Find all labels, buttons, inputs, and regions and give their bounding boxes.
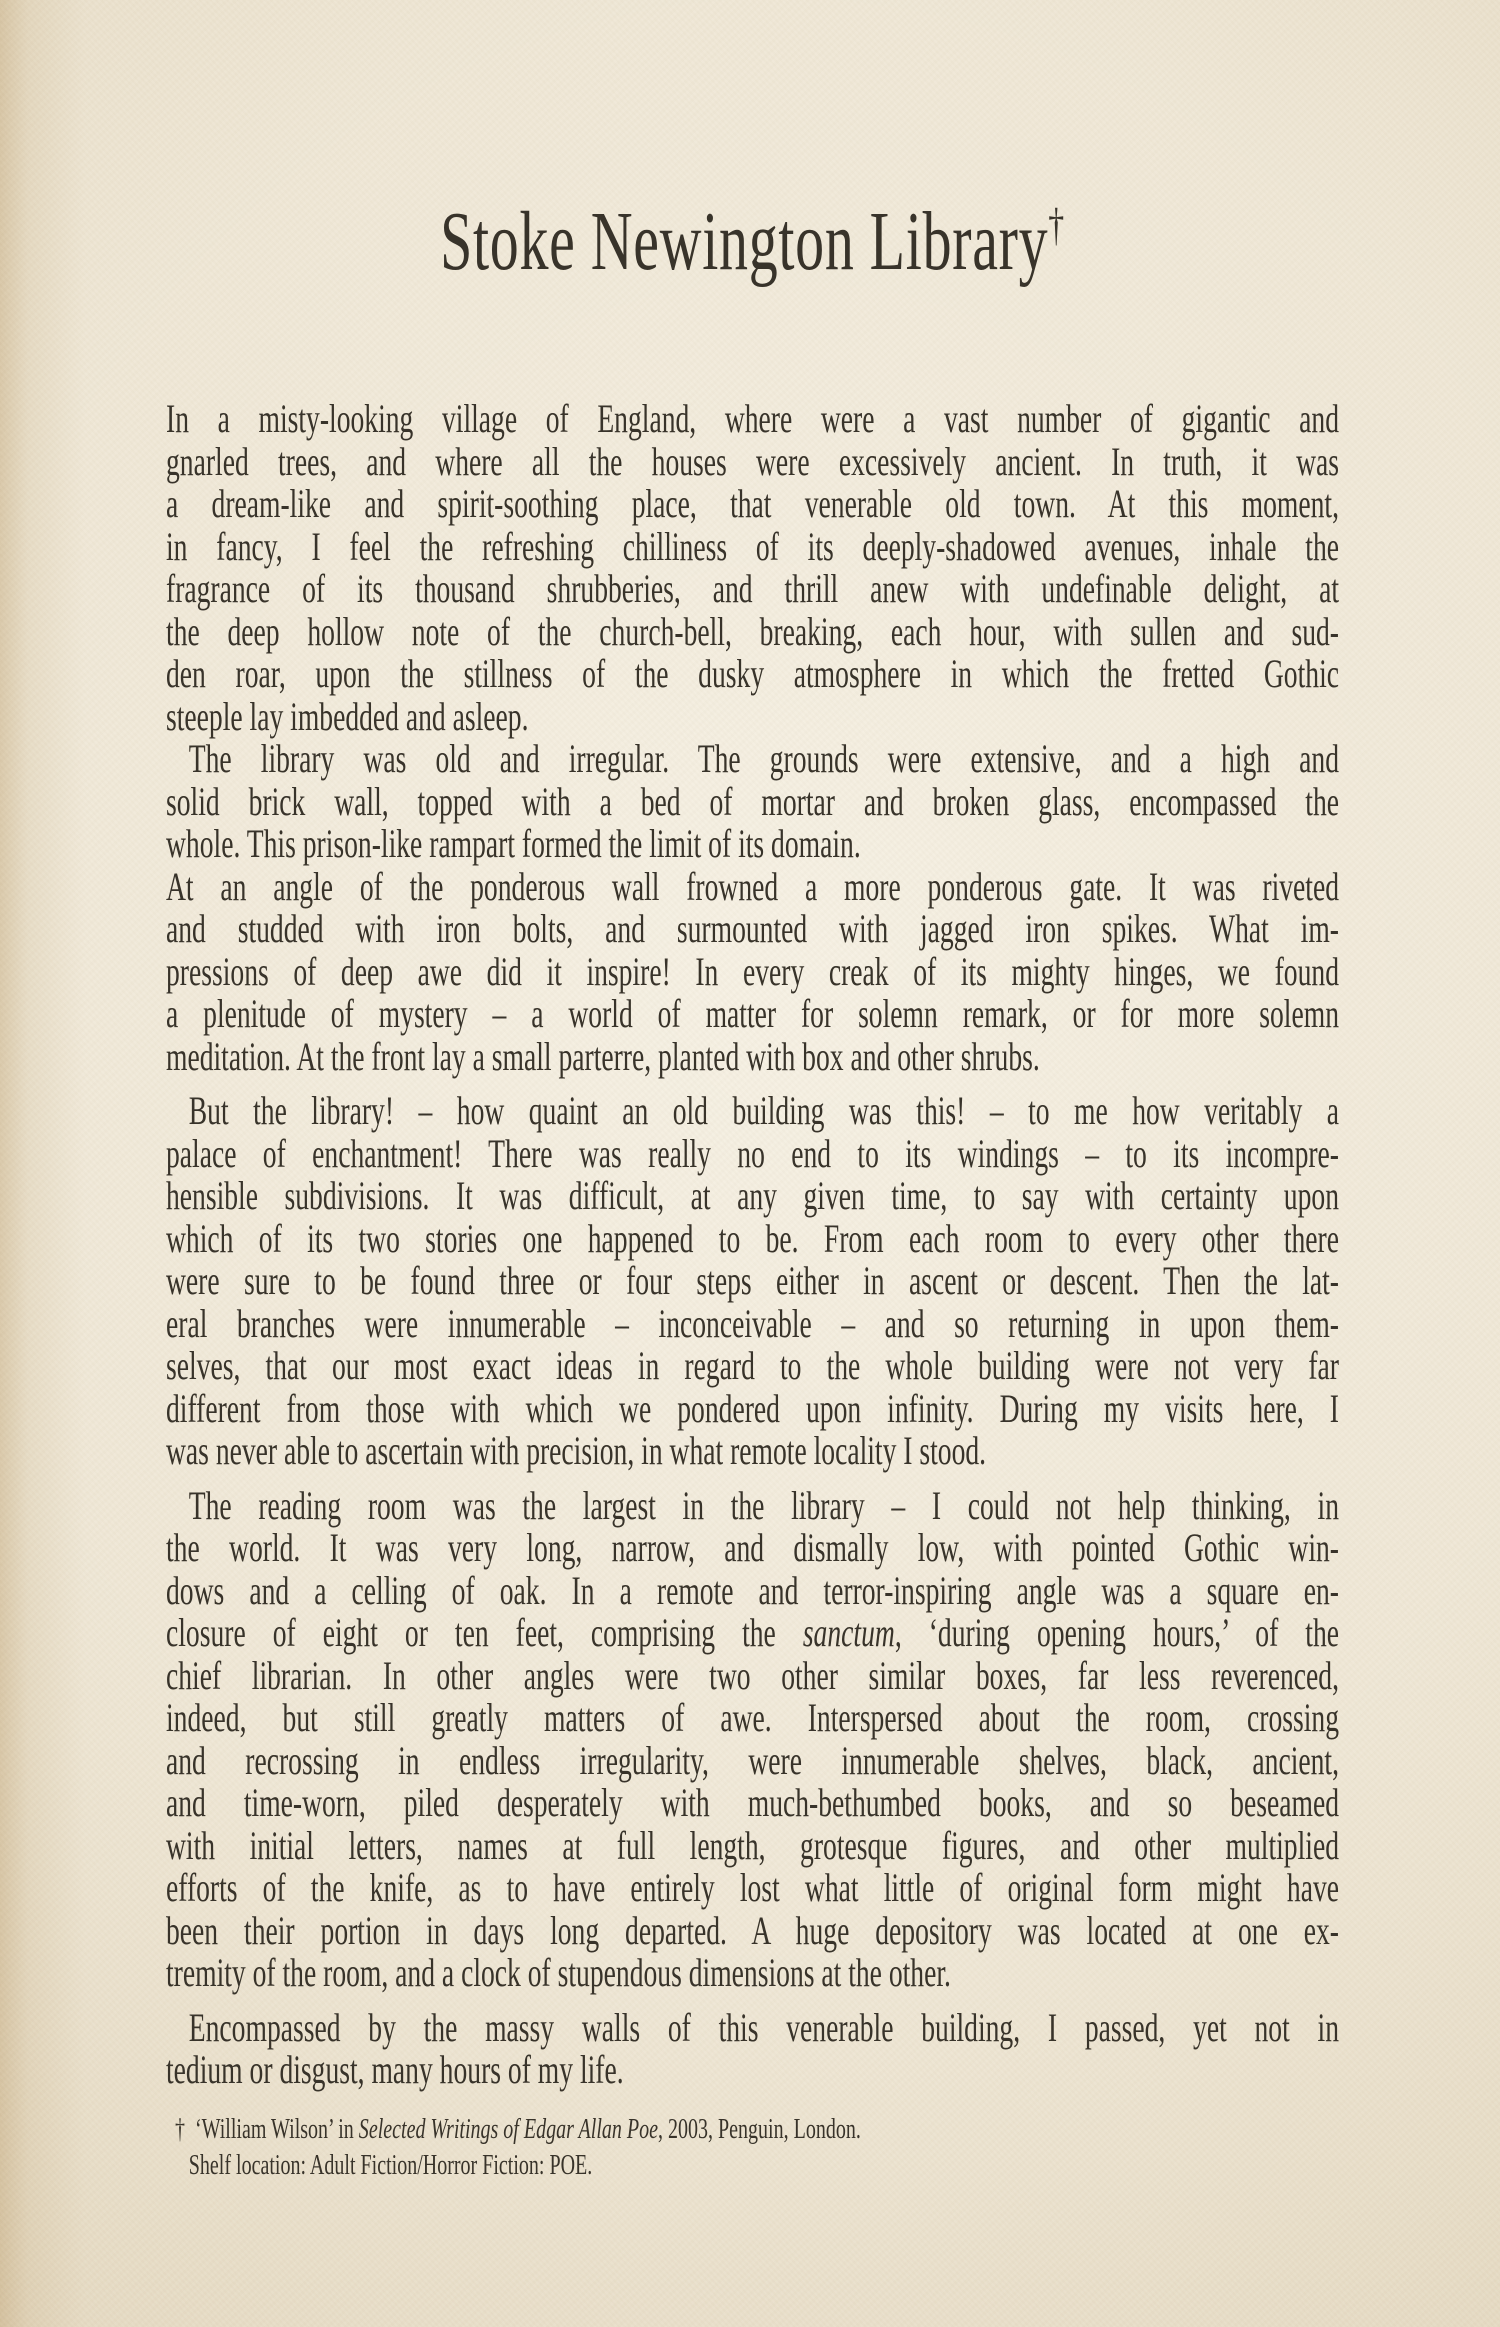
text-line: [166, 2049, 1339, 2092]
text-line: [166, 1907, 1339, 1953]
text-segment: eral branches were innumerable – inconceivable – and so returning in upon them-: [166, 1300, 1339, 1346]
text-line: [166, 1345, 1339, 1388]
page-title: [166, 195, 1339, 288]
paragraph: [166, 738, 1339, 866]
text-segment: pressions of deep awe did it inspire! In every creak of its mighty hinges, we found: [166, 948, 1339, 994]
text-segment: tedium or disgust, many hours of my life.: [166, 2047, 624, 2092]
paragraph: [166, 863, 1339, 1079]
footnote-shelf-location: [189, 2147, 1339, 2183]
text-segment: selves, that our most exact ideas in regard to the whole building were not very far: [166, 1343, 1339, 1388]
text-line: [166, 1952, 1339, 1995]
text-segment: In a misty-looking village of England, where were a vast number of gigantic and: [166, 396, 1339, 441]
text-line: [166, 1215, 1339, 1261]
text-line: [166, 1697, 1339, 1740]
text-line: [166, 1527, 1339, 1570]
text-line: [166, 778, 1339, 824]
text-segment: with initial letters, names at full length, grotesque figures, and other multiplied: [166, 1822, 1339, 1868]
text-segment: chief librarian. In other angles were two other similar boxes, far less reverenced,: [166, 1652, 1339, 1698]
text-segment: steeple lay imbedded and asleep.: [166, 693, 529, 739]
text-segment: At an angle of the ponderous wall frowned a more ponderous gate. It was riveted: [166, 863, 1339, 909]
text-line: [166, 1482, 1339, 1528]
text-segment: and studded with iron bolts, and surmounted with jagged iron spikes. What im-: [166, 906, 1339, 951]
text-line: [166, 483, 1339, 526]
text-segment: whole. This prison-like rampart formed the limit of its domain.: [166, 821, 861, 866]
text-segment: was never able to ascertain with precision, in what remote locality I stood.: [166, 1428, 987, 1473]
text-segment: Shelf location: Adult Fiction/Horror Fiction: POE.: [188, 2148, 593, 2181]
text-segment: efforts of the knife, as to have entirely lost what little of original form might have: [166, 1865, 1339, 1910]
text-segment: been their portion in days long departed. A huge depository was located at one ex-: [166, 1907, 1339, 1953]
text-line: [166, 1385, 1339, 1431]
text-line: [166, 568, 1339, 611]
text-line: [166, 398, 1339, 441]
text-line: [166, 1130, 1339, 1176]
text-line: [166, 1430, 1339, 1473]
text-line: [166, 1090, 1339, 1133]
text-segment: hensible subdivisions. It was difficult, at any given time, to say with certainty upon: [166, 1173, 1339, 1218]
text-segment: closure of eight or ten feet, comprising the: [166, 1610, 803, 1655]
text-segment: meditation. At the front lay a small parterre, planted with box and other shrubs.: [166, 1033, 1040, 1079]
text-segment: different from those with which we pondered upon infinity. During my visits here, I: [166, 1385, 1339, 1431]
text-segment: were sure to be found three or four steps either in ascent or descent. Then the lat-: [166, 1258, 1339, 1303]
page-content: [166, 0, 1339, 2183]
text-segment: and time-worn, piled desperately with much-bethumbed books, and so beseamed: [166, 1780, 1339, 1825]
title-text: Stoke Newington Library: [440, 195, 1049, 288]
text-segment: gnarled trees, and where all the houses were excessively ancient. In truth, it was: [166, 438, 1339, 484]
text-line: [166, 608, 1339, 654]
paragraph: [166, 2004, 1339, 2092]
text-line: [166, 653, 1339, 696]
paragraph: [166, 1090, 1339, 1473]
text-segment: fragrance of its thousand shrubberies, and thrill anew with undefinable delight, at: [166, 566, 1339, 611]
italic-text: sanctum: [802, 1610, 895, 1655]
text-line: [166, 993, 1339, 1036]
text-segment: The reading room was the largest in the library – I could not help thinking, in: [188, 1482, 1339, 1528]
text-segment: the world. It was very long, narrow, and dismally low, with pointed Gothic win-: [166, 1525, 1339, 1570]
text-segment: Encompassed by the massy walls of this venerable building, I passed, yet not in: [188, 2004, 1339, 2050]
text-line: [166, 2004, 1339, 2050]
text-line: [166, 523, 1339, 569]
text-line: [166, 1612, 1339, 1655]
text-line: [166, 1737, 1339, 1783]
text-line: [166, 1033, 1339, 1079]
text-segment: , ‘during opening hours,’ of the: [894, 1610, 1339, 1655]
text-line: [166, 438, 1339, 484]
text-segment: But the library! – how quaint an old building was this! – to me how veritably a: [188, 1088, 1339, 1133]
text-line: [166, 1175, 1339, 1218]
text-segment: a dream-like and spirit-soothing place, that venerable old town. At this moment,: [166, 481, 1339, 526]
text-segment: solid brick wall, topped with a bed of mortar and broken glass, encompassed the: [166, 778, 1339, 824]
text-segment: and recrossing in endless irregularity, were innumerable shelves, black, ancient,: [166, 1737, 1339, 1783]
text-segment: a plenitude of mystery – a world of matter for solemn remark, or for more solemn: [166, 991, 1339, 1036]
text-segment: den roar, upon the stillness of the dusky atmosphere in which the fretted Gothic: [166, 651, 1339, 696]
text-line: [166, 863, 1339, 909]
text-line: [166, 1260, 1339, 1303]
text-segment: the deep hollow note of the church-bell, breaking, each hour, with sullen and sud-: [166, 608, 1339, 654]
body-text: [166, 398, 1339, 2092]
text-line: [166, 1567, 1339, 1613]
text-segment: , 2003, Penguin, London.: [658, 2112, 861, 2145]
text-segment: The library was old and irregular. The grounds were extensive, and a high and: [188, 736, 1339, 781]
text-line: [166, 1867, 1339, 1910]
paragraph: [166, 1482, 1339, 1995]
text-segment: indeed, but still greatly matters of awe. Interspersed about the room, crossing: [166, 1695, 1339, 1740]
footnote: [166, 2111, 1339, 2183]
paragraph: [166, 398, 1339, 738]
italic-text: Selected Writings of Edgar Allan Poe: [358, 2112, 659, 2145]
text-line: [166, 1782, 1339, 1825]
text-segment: which of its two stories one happened to be. From each room to every other there: [166, 1215, 1339, 1261]
text-segment: tremity of the room, and a clock of stupendous dimensions at the other.: [166, 1950, 951, 1995]
text-segment: † ‘William Wilson’ in: [174, 2112, 359, 2145]
text-line: [166, 693, 1339, 739]
text-line: [166, 1822, 1339, 1868]
text-line: [166, 908, 1339, 951]
text-segment: palace of enchantment! There was really no end to its windings – to its incompre-: [166, 1130, 1339, 1176]
footnote-citation: [174, 2111, 1339, 2147]
text-line: [166, 823, 1339, 866]
text-line: [166, 948, 1339, 994]
text-line: [166, 1300, 1339, 1346]
text-line: [166, 738, 1339, 781]
dagger-footnote-mark: †: [1048, 199, 1065, 250]
text-segment: in fancy, I feel the refreshing chilliness of its deeply-shadowed avenues, inhale the: [166, 523, 1339, 569]
text-line: [166, 1652, 1339, 1698]
text-segment: dows and a celling of oak. In a remote and terror-inspiring angle was a square en-: [166, 1567, 1339, 1613]
